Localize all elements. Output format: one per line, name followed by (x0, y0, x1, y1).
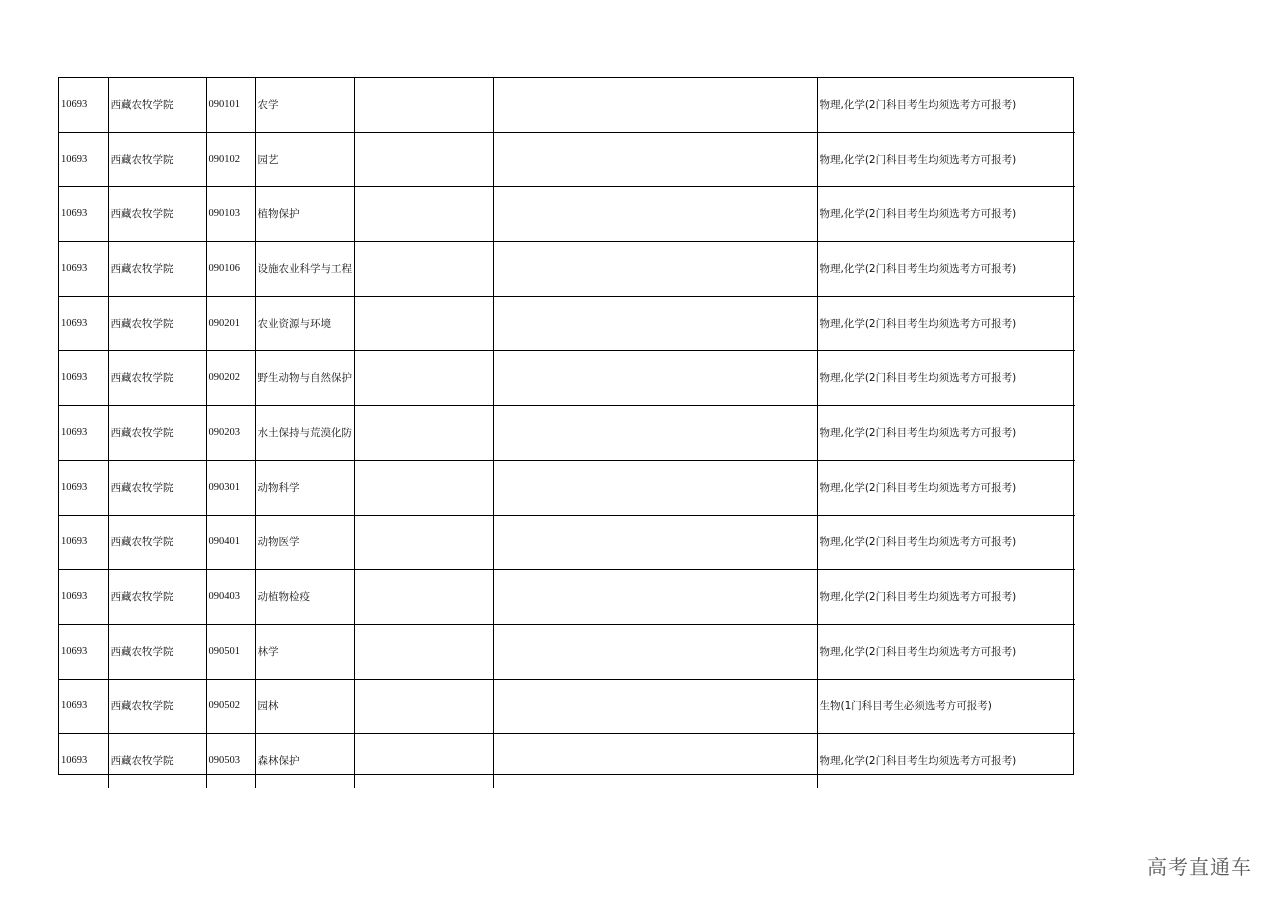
school-code-cell[interactable]: 10693 (59, 624, 108, 679)
school-name-cell[interactable]: 西藏农牧学院 (108, 187, 206, 242)
major-name-cell[interactable]: 动植物检疫 (255, 570, 354, 625)
school-code-cell[interactable]: 10693 (59, 515, 108, 570)
empty-cell[interactable] (493, 570, 817, 625)
school-code-cell[interactable]: 10693 (59, 679, 108, 734)
empty-cell[interactable] (354, 132, 493, 187)
table-row (59, 734, 1075, 788)
empty-cell[interactable] (354, 515, 493, 570)
major-code-cell[interactable]: 090503 (206, 734, 255, 788)
subject-requirement-cell[interactable]: 物理,化学(2门科目考生均须选考方可报考) (817, 624, 1075, 679)
empty-cell[interactable] (493, 78, 817, 132)
table-row (59, 187, 1075, 242)
empty-cell[interactable] (493, 242, 817, 297)
empty-cell[interactable] (493, 679, 817, 734)
table-row (59, 515, 1075, 570)
table-row (59, 78, 1075, 132)
school-code-cell[interactable]: 10693 (59, 570, 108, 625)
empty-cell[interactable] (354, 187, 493, 242)
school-code-cell[interactable]: 10693 (59, 242, 108, 297)
major-code-cell[interactable]: 090201 (206, 296, 255, 351)
subject-requirement-cell[interactable]: 物理,化学(2门科目考生均须选考方可报考) (817, 351, 1075, 406)
empty-cell[interactable] (354, 679, 493, 734)
school-name-cell[interactable]: 西藏农牧学院 (108, 296, 206, 351)
table-row (59, 624, 1075, 679)
major-code-cell[interactable]: 090502 (206, 679, 255, 734)
table-row (59, 296, 1075, 351)
subject-requirement-cell[interactable]: 物理,化学(2门科目考生均须选考方可报考) (817, 242, 1075, 297)
school-name-cell[interactable]: 西藏农牧学院 (108, 406, 206, 461)
major-code-cell[interactable]: 090102 (206, 132, 255, 187)
empty-cell[interactable] (354, 296, 493, 351)
empty-cell[interactable] (354, 406, 493, 461)
empty-cell[interactable] (493, 351, 817, 406)
table-row (59, 679, 1075, 734)
major-name-cell[interactable]: 农业资源与环境 (255, 296, 354, 351)
major-name-cell[interactable]: 林学 (255, 624, 354, 679)
school-name-cell[interactable]: 西藏农牧学院 (108, 132, 206, 187)
school-code-cell[interactable]: 10693 (59, 132, 108, 187)
major-name-cell[interactable]: 动物医学 (255, 515, 354, 570)
empty-cell[interactable] (354, 78, 493, 132)
admission-table (59, 78, 1075, 788)
major-name-cell[interactable]: 植物保护 (255, 187, 354, 242)
school-code-cell[interactable]: 10693 (59, 296, 108, 351)
watermark: 高考直通车 (1147, 855, 1252, 879)
school-code-cell[interactable]: 10693 (59, 406, 108, 461)
school-name-cell[interactable]: 西藏农牧学院 (108, 78, 206, 132)
major-name-cell[interactable]: 野生动物与自然保护 (255, 351, 354, 406)
subject-requirement-cell[interactable]: 物理,化学(2门科目考生均须选考方可报考) (817, 296, 1075, 351)
school-name-cell[interactable]: 西藏农牧学院 (108, 242, 206, 297)
subject-requirement-cell[interactable]: 物理,化学(2门科目考生均须选考方可报考) (817, 515, 1075, 570)
subject-requirement-cell[interactable]: 物理,化学(2门科目考生均须选考方可报考) (817, 78, 1075, 132)
school-name-cell[interactable]: 西藏农牧学院 (108, 460, 206, 515)
major-code-cell[interactable]: 090401 (206, 515, 255, 570)
spreadsheet-page (58, 77, 1074, 775)
empty-cell[interactable] (493, 734, 817, 788)
major-code-cell[interactable]: 090202 (206, 351, 255, 406)
major-name-cell[interactable]: 园林 (255, 679, 354, 734)
subject-requirement-cell[interactable]: 物理,化学(2门科目考生均须选考方可报考) (817, 734, 1075, 788)
major-code-cell[interactable]: 090403 (206, 570, 255, 625)
empty-cell[interactable] (493, 187, 817, 242)
major-name-cell[interactable]: 农学 (255, 78, 354, 132)
table-row (59, 132, 1075, 187)
major-code-cell[interactable]: 090106 (206, 242, 255, 297)
major-name-cell[interactable]: 园艺 (255, 132, 354, 187)
school-code-cell[interactable]: 10693 (59, 187, 108, 242)
empty-cell[interactable] (493, 132, 817, 187)
empty-cell[interactable] (354, 351, 493, 406)
major-code-cell[interactable]: 090203 (206, 406, 255, 461)
table-row (59, 351, 1075, 406)
school-code-cell[interactable]: 10693 (59, 351, 108, 406)
empty-cell[interactable] (493, 460, 817, 515)
empty-cell[interactable] (493, 406, 817, 461)
subject-requirement-cell[interactable]: 物理,化学(2门科目考生均须选考方可报考) (817, 187, 1075, 242)
empty-cell[interactable] (354, 242, 493, 297)
empty-cell[interactable] (493, 515, 817, 570)
school-name-cell[interactable]: 西藏农牧学院 (108, 351, 206, 406)
table-row (59, 242, 1075, 297)
school-name-cell[interactable]: 西藏农牧学院 (108, 624, 206, 679)
school-name-cell[interactable]: 西藏农牧学院 (108, 734, 206, 788)
major-code-cell[interactable]: 090301 (206, 460, 255, 515)
empty-cell[interactable] (354, 734, 493, 788)
table-row (59, 570, 1075, 625)
table-body (59, 78, 1075, 788)
empty-cell[interactable] (354, 624, 493, 679)
major-code-cell[interactable]: 090101 (206, 78, 255, 132)
school-code-cell[interactable]: 10693 (59, 78, 108, 132)
major-name-cell[interactable]: 动物科学 (255, 460, 354, 515)
major-name-cell[interactable]: 森林保护 (255, 734, 354, 788)
school-name-cell[interactable]: 西藏农牧学院 (108, 515, 206, 570)
school-code-cell[interactable]: 10693 (59, 734, 108, 788)
empty-cell[interactable] (354, 460, 493, 515)
empty-cell[interactable] (493, 624, 817, 679)
school-name-cell[interactable]: 西藏农牧学院 (108, 679, 206, 734)
major-name-cell[interactable]: 设施农业科学与工程 (255, 242, 354, 297)
subject-requirement-cell[interactable]: 物理,化学(2门科目考生均须选考方可报考) (817, 460, 1075, 515)
empty-cell[interactable] (493, 296, 817, 351)
school-name-cell[interactable]: 西藏农牧学院 (108, 570, 206, 625)
subject-requirement-cell[interactable]: 物理,化学(2门科目考生均须选考方可报考) (817, 132, 1075, 187)
major-code-cell[interactable]: 090103 (206, 187, 255, 242)
subject-requirement-cell[interactable]: 物理,化学(2门科目考生均须选考方可报考) (817, 406, 1075, 461)
table-row (59, 406, 1075, 461)
school-code-cell[interactable]: 10693 (59, 460, 108, 515)
major-code-cell[interactable]: 090501 (206, 624, 255, 679)
empty-cell[interactable] (354, 570, 493, 625)
subject-requirement-cell[interactable]: 物理,化学(2门科目考生均须选考方可报考) (817, 570, 1075, 625)
major-name-cell[interactable]: 水土保持与荒漠化防 (255, 406, 354, 461)
subject-requirement-cell[interactable]: 生物(1门科目考生必须选考方可报考) (817, 679, 1075, 734)
table-row (59, 460, 1075, 515)
